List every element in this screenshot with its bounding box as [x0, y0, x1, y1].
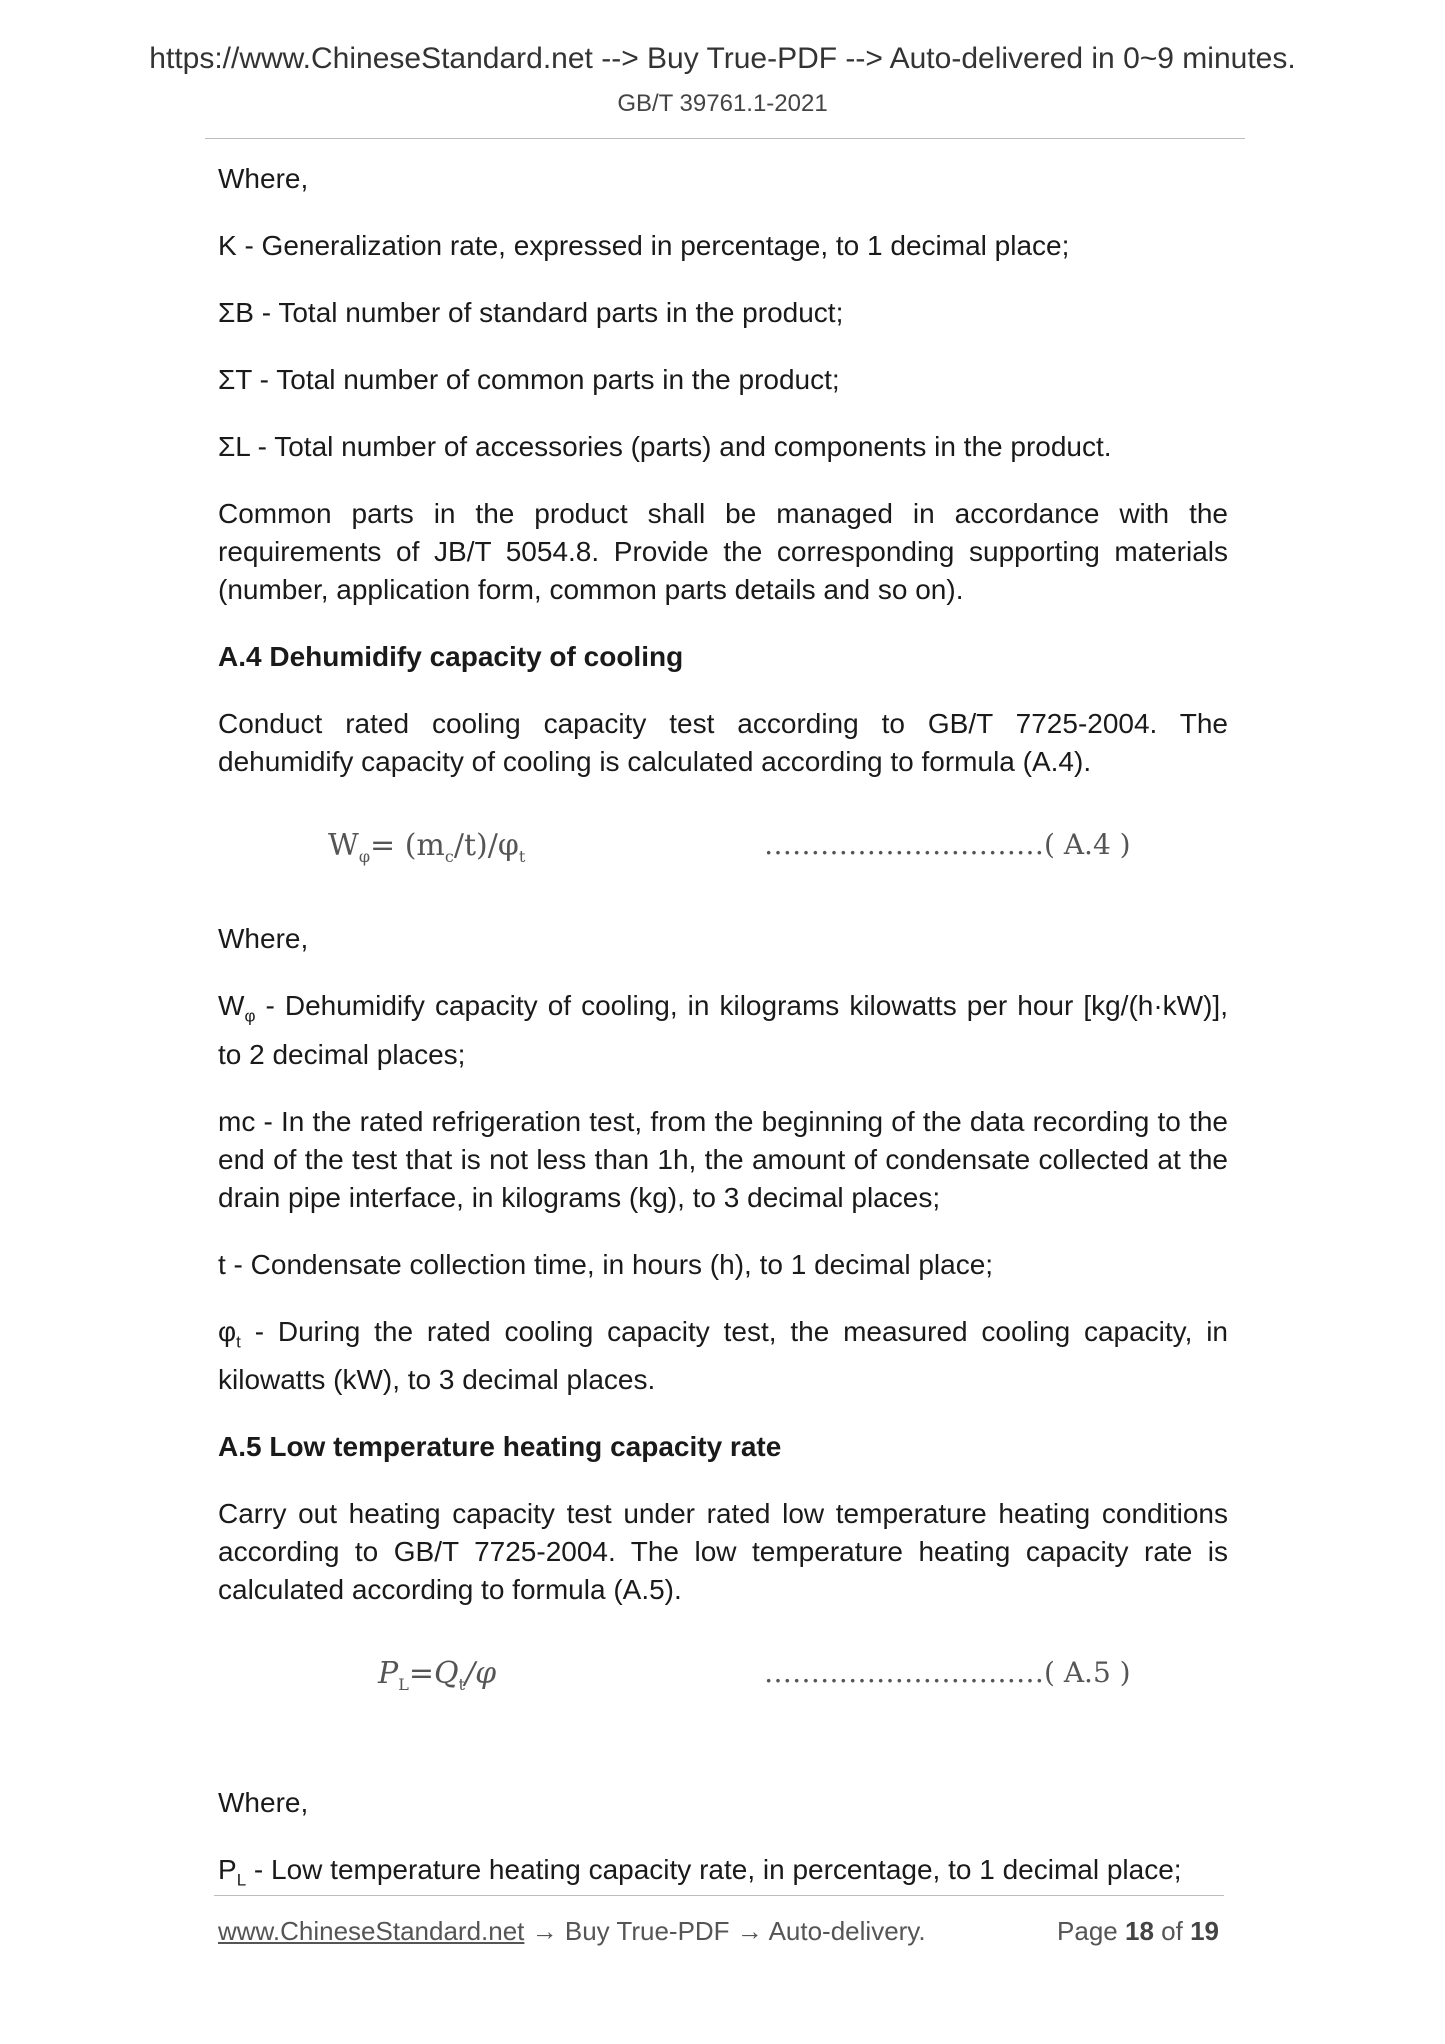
where-label: Where,	[218, 923, 309, 954]
definition-sum-l: ΣL - Total number of accessories (parts) and components in the product.	[218, 431, 1112, 462]
formula-a4-number: ( A.4 )	[1044, 828, 1131, 861]
formula-a4-expression: $W_\varphi= (m_c/t)/\varphi_t$	[328, 828, 526, 866]
document-code: GB/T 39761.1-2021	[617, 90, 828, 117]
definition-pl: $P_L$ - Low temperature heating capacity rate, in percentage, to 1 decimal place;	[218, 1854, 1182, 1890]
common-parts-paragraph: Common parts in the product shall be managed in accordance with the requirements of JB/T 5054.8. Provide the corresponding supporting materials (number, application form, common parts details and so on).	[218, 498, 1228, 605]
page-content	[218, 160, 1228, 1929]
a5-paragraph: Carry out heating capacity test under rated low temperature heating conditions according to GB/T 7725-2004. The low temperature heating capacity rate is calculated according to formula (A.5).	[218, 1498, 1228, 1606]
footer-divider	[214, 1895, 1224, 1896]
section-heading-a4: A.4 Dehumidify capacity of cooling	[218, 641, 684, 672]
definition-sum-b: ΣB - Total number of standard parts in the product;	[218, 297, 844, 328]
footer-site-link[interactable]: www.ChineseStandard.net	[218, 1916, 525, 1946]
a4-paragraph: Conduct rated cooling capacity test according to GB/T 7725-2004. The dehumidify capacity of cooling is calculated according to formula (A.4).	[218, 708, 1228, 777]
formula-a4-leader: …………………………( A.4 )	[764, 828, 1131, 861]
definition-phi-t: $\varphi_t$ - During the rated cooling capacity test, the measured cooling capacity, in kilowatts (kW), to 3 decimal places.	[218, 1315, 1228, 1396]
where-label: Where,	[218, 163, 309, 194]
formula-a5-number: ( A.5 )	[1044, 1656, 1131, 1690]
footer-promo: www.ChineseStandard.net → Buy True-PDF → Auto-delivery.	[218, 1916, 926, 1946]
header-url-line: https://www.ChineseStandard.net --> Buy True-PDF --> Auto-delivered in 0~9 minutes.	[149, 42, 1296, 75]
section-heading-a5: A.5 Low temperature heating capacity rate	[218, 1431, 782, 1463]
header-divider	[205, 138, 1245, 139]
definition-sum-t: ΣT - Total number of common parts in the product;	[218, 364, 840, 395]
page-number: Page 18 of 19	[1057, 1916, 1219, 1946]
formula-a5-expression: $P_L=Q_t/\varphi$	[378, 1656, 497, 1695]
formula-a5	[218, 1638, 1228, 1732]
definition-k: K - Generalization rate, expressed in percentage, to 1 decimal place;	[218, 230, 1070, 261]
formula-a4	[218, 810, 1228, 892]
definition-w-phi: $W_\varphi$ - Dehumidify capacity of cooling, in kilograms kilowatts per hour [kg/(h·kW)], to 2 decimal places;	[218, 990, 1228, 1070]
formula-a5-leader: …………………………( A.5 )	[764, 1656, 1131, 1690]
where-label: Where,	[218, 1787, 309, 1819]
definition-t: t - Condensate collection time, in hours (h), to 1 decimal place;	[218, 1248, 994, 1280]
definition-mc: mc - In the rated refrigeration test, from the beginning of the data recording to the end of the test that is not less than 1h, the amount of condensate collected at the drain pipe interface, in kilograms (kg), to 3 decimal places;	[218, 1105, 1228, 1213]
